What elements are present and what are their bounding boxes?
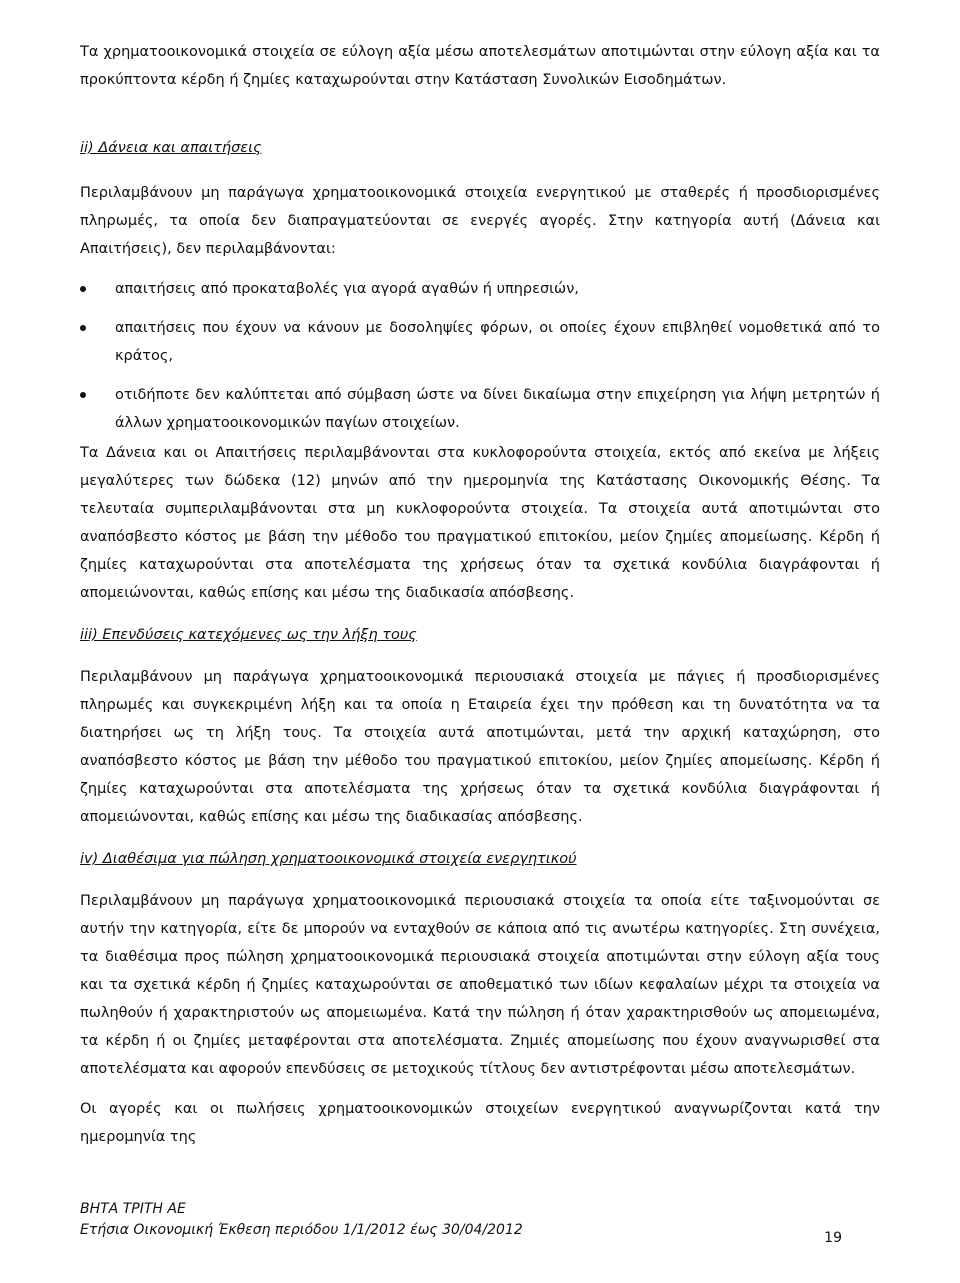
paragraph-available-for-sale: Περιλαμβάνουν μη παράγωγα χρηματοοικονομικά περιουσιακά στοιχεία τα οποία είτε ταξινομούνται σε αυτήν την κατηγορία, είτε δε μπορούν να ενταχθούν σε κάποια από τις ανωτέρω κατηγορίες. Στη συνέχεια, τα διαθέσιμα προς πώληση χρηματοοικονομικά περιουσιακά στοιχεία αποτιμώνται στην εύλογη αξία τους και τα σχετικά κέρδη ή ζημίες καταχωρούνται σε αποθεματικό των ιδίων κεφαλαίων μέχρι τα στοιχεία να πωληθούν ή χαρακτηριστούν ως απομειωμένα. Κατά την πώληση ή όταν χαρακτηρισθούν ως απομειωμένα, τα κέρδη ή οι ζημίες μεταφέρονται στα αποτελέσματα. Ζημιές απομείωσης που έχουν αναγνωρισθεί στα αποτελέσματα και αφορούν επενδύσεις σε μετοχικούς τίτλους δεν αντιστρέφονται μέσω αποτελεσμάτων. [80,893,880,1077]
list-item-text: απαιτήσεις που έχουν να κάνουν με δοσοληψίες φόρων, οι οποίες έχουν επιβληθεί νομοθετικά από το κράτος, [115,320,880,364]
bullet-icon [80,286,86,292]
page-footer [80,1199,842,1241]
paragraph-held-to-maturity: Περιλαμβάνουν μη παράγωγα χρηματοοικονομικά περιουσιακά στοιχεία με πάγιες ή προσδιορισμένες πληρωμές και συγκεκριμένη λήξη και τα οποία η Εταιρεία έχει την πρόθεση και τη δυνατότητα να τα διατηρήσει ως τη λήξη τους. Τα στοιχεία αυτά αποτιμώνται, μετά την αρχική καταχώρηση, στο αναπόσβεστο κόστος με βάση την μέθοδο του πραγματικού επιτοκίου, μείον ζημίες απομείωσης. Κέρδη ή ζημίες καταχωρούνται στα αποτελέσματα της χρήσεως όταν τα σχετικά κονδύλια διαγράφονται ή απομειώνονται, καθώς επίσης και μέσω της διαδικασίας απόσβεσης. [80,669,880,825]
list-item-text: οτιδήποτε δεν καλύπτεται από σύμβαση ώστε να δίνει δικαίωμα στην επιχείρηση για λήψη μετρητών ή άλλων χρηματοοικονομικών παγίων στοιχείων. [115,387,880,431]
list-item-text: απαιτήσεις από προκαταβολές για αγορά αγαθών ή υπηρεσιών, [115,281,579,297]
exclusions-list [80,275,880,437]
heading-available-for-sale: iv) Διαθέσιμα για πώληση χρηματοοικονομικά στοιχεία ενεργητικού [80,851,577,867]
paragraph-loans-classification: Τα Δάνεια και οι Απαιτήσεις περιλαμβάνονται στα κυκλοφορούντα στοιχεία, εκτός από εκείνα με λήξεις μεγαλύτερες των δώδεκα (12) μηνών από την ημερομηνία της Κατάστασης Οικονομικής Θέσης. Τα τελευταία συμπεριλαμβάνονται στα μη κυκλοφορούντα στοιχεία. Τα στοιχεία αυτά αποτιμώνται στο αναπόσβεστο κόστος με βάση την μέθοδο του πραγματικού επιτοκίου, μείον ζημίες απομείωσης. Κέρδη ή ζημίες καταχωρούνται στα αποτελέσματα της χρήσεως όταν τα σχετικά κονδύλια διαγράφονται ή απομειώνονται, καθώς επίσης και μέσω της διαδικασία απόσβεσης. [80,445,880,601]
paragraph-fvtpl: Τα χρηματοοικονομικά στοιχεία σε εύλογη αξία μέσω αποτελεσμάτων αποτιμώνται στην εύλογη αξία και τα προκύπτοντα κέρδη ή ζημίες καταχωρούνται στην Κατάσταση Συνολικών Εισοδημάτων. [80,44,880,88]
list-item [80,275,880,303]
list-item [80,314,880,370]
page-number: 19 [824,1230,842,1246]
bullet-icon [80,325,86,331]
heading-loans-receivables: ii) Δάνεια και απαιτήσεις [80,140,262,156]
footer-company: ΒΗΤΑ ΤΡΙΤΗ ΑΕ [80,1201,186,1217]
bullet-icon [80,392,86,398]
document-body [80,38,880,1151]
paragraph-loans-receivables: Περιλαμβάνουν μη παράγωγα χρηματοοικονομικά στοιχεία ενεργητικού με σταθερές ή προσδιορισμένες πληρωμές, τα οποία δεν διαπραγματεύονται σε ενεργές αγορές. Στην κατηγορία αυτή (Δάνεια και Απαιτήσεις), δεν περιλαμβάνονται: [80,185,880,257]
footer-report-title: Ετήσια Οικονομική Έκθεση περιόδου 1/1/2012 έως 30/04/2012 [80,1222,523,1238]
list-item [80,381,880,437]
paragraph-purchases-sales: Οι αγορές και οι πωλήσεις χρηματοοικονομικών στοιχείων ενεργητικού αναγνωρίζονται κατά την ημερομηνία της [80,1101,880,1145]
heading-held-to-maturity: iii) Επενδύσεις κατεχόμενες ως την λήξη τους [80,627,417,643]
